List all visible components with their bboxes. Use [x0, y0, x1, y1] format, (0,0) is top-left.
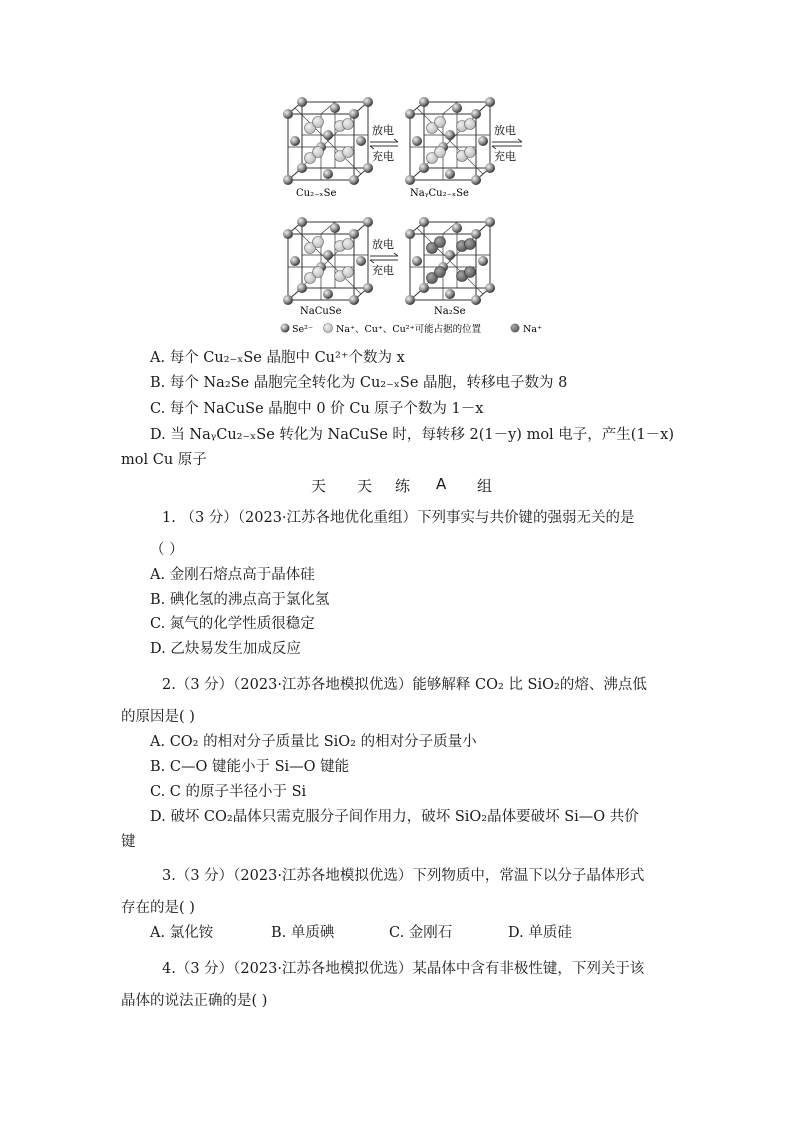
- arrow-label-charge-1: 充电: [372, 150, 394, 163]
- heading-char: 练: [395, 477, 411, 495]
- label-na2se: Na₂Se: [434, 306, 466, 317]
- legend-se-icon: [281, 324, 290, 333]
- arrow-label-charge-3: 充电: [372, 264, 394, 277]
- cell-cu2xse: [283, 97, 373, 185]
- cell-naycu2xse: [405, 97, 495, 185]
- q1-stem: 1. （3 分）（2023·江苏各地优化重组）下列事实与共价键的强弱无关的是: [162, 510, 635, 526]
- heading-char: 天: [357, 477, 373, 495]
- label-nacuse: NaCuSe: [300, 306, 342, 317]
- prev-option-c: C. 每个 NaCuSe 晶胞中 0 价 Cu 原子个数为 1－x: [150, 401, 484, 417]
- q2-option-a: A. CO₂ 的相对分子质量比 SiO₂ 的相对分子质量小: [150, 734, 477, 750]
- cell-na2se: [405, 217, 495, 305]
- prev-option-a: A. 每个 Cu₂₋ₓSe 晶胞中 Cu²⁺个数为 x: [150, 350, 405, 366]
- q3-option-c: C. 金刚石: [389, 925, 453, 941]
- q2-stem-wrap: 的原因是( ): [121, 709, 195, 725]
- crystal-structure-figure: [270, 96, 560, 341]
- q4-stem-wrap: 晶体的说法正确的是( ): [121, 993, 268, 1009]
- q1-option-b: B. 碘化氢的沸点高于氯化氢: [150, 592, 330, 608]
- legend-site-icon: [324, 324, 333, 333]
- q2-stem: 2.（3 分）（2023·江苏各地模拟优选）能够解释 CO₂ 比 SiO₂的熔、沸点低: [162, 677, 647, 693]
- q3-option-a: A. 氯化铵: [150, 925, 214, 941]
- q1-answer-paren: （ ）: [150, 542, 184, 558]
- heading-char: 天: [311, 477, 327, 495]
- arrow-label-discharge-3: 放电: [372, 238, 394, 251]
- prev-option-d-wrap: mol Cu 原子: [121, 452, 207, 468]
- q1-option-a: A. 金刚石熔点高于晶体硅: [150, 567, 315, 583]
- heading-char: 组: [477, 477, 493, 495]
- q3-option-d: D. 单质硅: [508, 925, 572, 941]
- legend-se-label: Se²⁻: [292, 324, 313, 335]
- arrow-label-discharge-2: 放电: [494, 124, 516, 137]
- q1-option-d: D. 乙炔易发生加成反应: [150, 641, 301, 657]
- q2-option-b: B. C—O 键能小于 Si—O 键能: [150, 759, 350, 775]
- arrow-label-discharge-1: 放电: [372, 124, 394, 137]
- legend-na-icon: [511, 324, 520, 333]
- q2-option-c: C. C 的原子半径小于 Si: [150, 784, 307, 800]
- q3-stem-wrap: 存在的是( ): [121, 900, 195, 916]
- cell-nacuse: [283, 217, 373, 305]
- legend-site-label: Na⁺、Cu⁺、Cu²⁺可能占据的位置: [336, 324, 482, 335]
- prev-option-d: D. 当 NaᵧCu₂₋ₓSe 转化为 NaCuSe 时，每转移 2(1－y) mol 电子，产生(1－x): [150, 427, 675, 443]
- legend-na-label: Na⁺: [523, 324, 542, 335]
- q2-option-d-wrap: 键: [121, 834, 136, 850]
- label-naycu2xse: NaᵧCu₂₋ₓSe: [410, 188, 469, 199]
- q3-stem: 3.（3 分）（2023·江苏各地模拟优选）下列物质中，常温下以分子晶体形式: [162, 868, 645, 884]
- q1-option-c: C. 氮气的化学性质很稳定: [150, 616, 315, 632]
- heading-char: A: [436, 475, 447, 493]
- label-cu2xse: Cu₂₋ₓSe: [296, 188, 337, 199]
- q3-option-b: B. 单质碘: [271, 925, 335, 941]
- q2-option-d: D. 破坏 CO₂晶体只需克服分子间作用力，破坏 SiO₂晶体要破坏 Si—O 共价: [150, 809, 639, 825]
- arrow-label-charge-2: 充电: [494, 150, 516, 163]
- prev-option-b: B. 每个 Na₂Se 晶胞完全转化为 Cu₂₋ₓSe 晶胞，转移电子数为 8: [150, 375, 568, 391]
- q4-stem: 4.（3 分）（2023·江苏各地模拟优选）某晶体中含有非极性键，下列关于该: [162, 961, 645, 977]
